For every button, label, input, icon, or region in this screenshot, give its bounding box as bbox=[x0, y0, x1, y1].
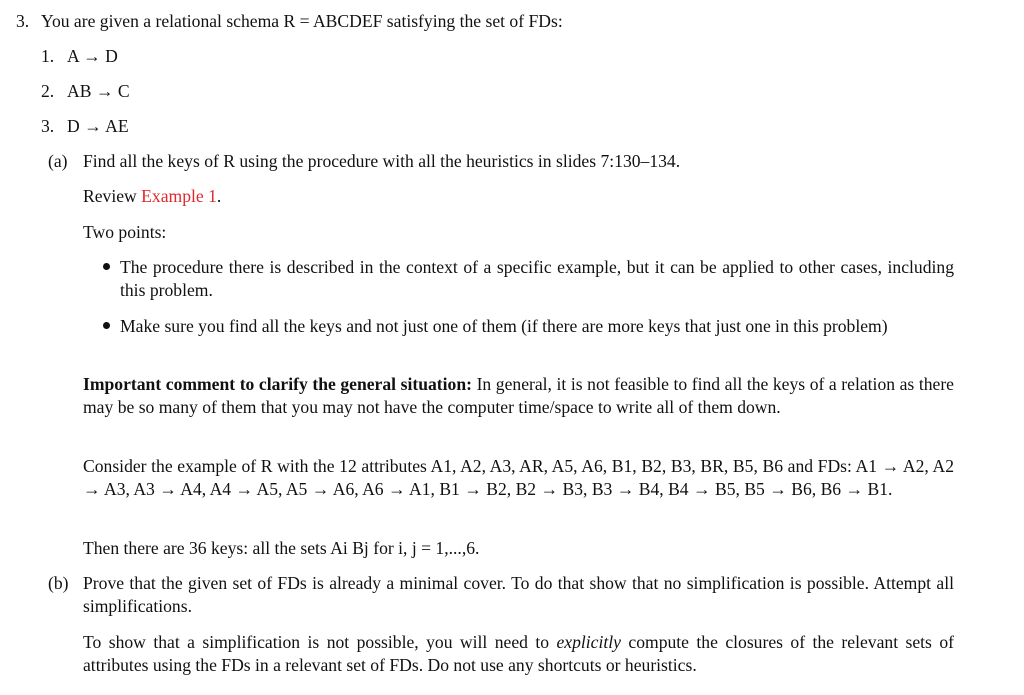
problem-statement: You are given a relational schema R = ABCDEF satisfying the set of FDs: bbox=[41, 11, 563, 31]
closure-emphasis: explicitly bbox=[556, 632, 621, 652]
fd-1: A → D bbox=[67, 46, 118, 66]
review-prefix: Review bbox=[83, 186, 142, 206]
example-1-link[interactable]: Example 1 bbox=[141, 186, 217, 206]
keys-statement: Then there are 36 keys: all the sets Ai Bj for i, j = 1,...,6. bbox=[83, 538, 480, 558]
fd-2: AB → C bbox=[67, 81, 130, 101]
important-heading: Important comment to clarify the general situation: bbox=[83, 374, 472, 394]
bullet-2-text: Make sure you find all the keys and not just one of them (if there are more keys that just one in this problem) bbox=[120, 316, 888, 336]
part-a-question: Find all the keys of R using the procedure with all the heuristics in slides 7:130–134. bbox=[83, 151, 681, 171]
closure-instructions bbox=[83, 631, 954, 677]
review-line bbox=[83, 185, 221, 208]
review-suffix: . bbox=[216, 186, 222, 206]
fd-3: D → AE bbox=[67, 116, 129, 136]
fd-3-number: 3. bbox=[41, 116, 55, 136]
part-b-question: Prove that the given set of FDs is already a minimal cover. To do that show that no simplification is possible. Attempt all simplifications. bbox=[83, 573, 954, 616]
part-a-label: (a) bbox=[48, 151, 68, 171]
important-text: In general, it is not feasible to find all the keys of a relation as there may be so many of them that you may not have the computer time/space to write all of them down. bbox=[83, 374, 954, 417]
fd-1-number: 1. bbox=[41, 46, 55, 66]
bullet-2-dot bbox=[103, 322, 110, 329]
closure-suffix: compute the closures of the relevant sets of attributes using the FDs in a relevant set of FDs. Do not use any shortcuts or heuristics. bbox=[83, 632, 954, 675]
two-points-heading: Two points: bbox=[83, 222, 167, 242]
fd-2-number: 2. bbox=[41, 81, 55, 101]
part-b-label: (b) bbox=[48, 573, 69, 593]
example-paragraph: Consider the example of R with the 12 attributes A1, A2, A3, AR, A5, A6, B1, B2, B3, BR, B5, B6 and FDs: A1 → A2, A2 → A3, A3 → A4, A4 → A5, A5 → A6, A6 → A1, B1 → B2, B2 → B3, B3 → B4, B4 → B5, B5 → B6, B6 → B1. bbox=[83, 456, 954, 499]
bullet-1-text: The procedure there is described in the context of a specific example, but it can be applied to other cases, including this problem. bbox=[120, 257, 954, 300]
important-comment bbox=[83, 373, 954, 419]
bullet-1-dot bbox=[103, 263, 110, 270]
problem-number: 3. bbox=[16, 11, 30, 31]
closure-prefix: To show that a simplification is not possible, you will need to bbox=[83, 632, 557, 652]
